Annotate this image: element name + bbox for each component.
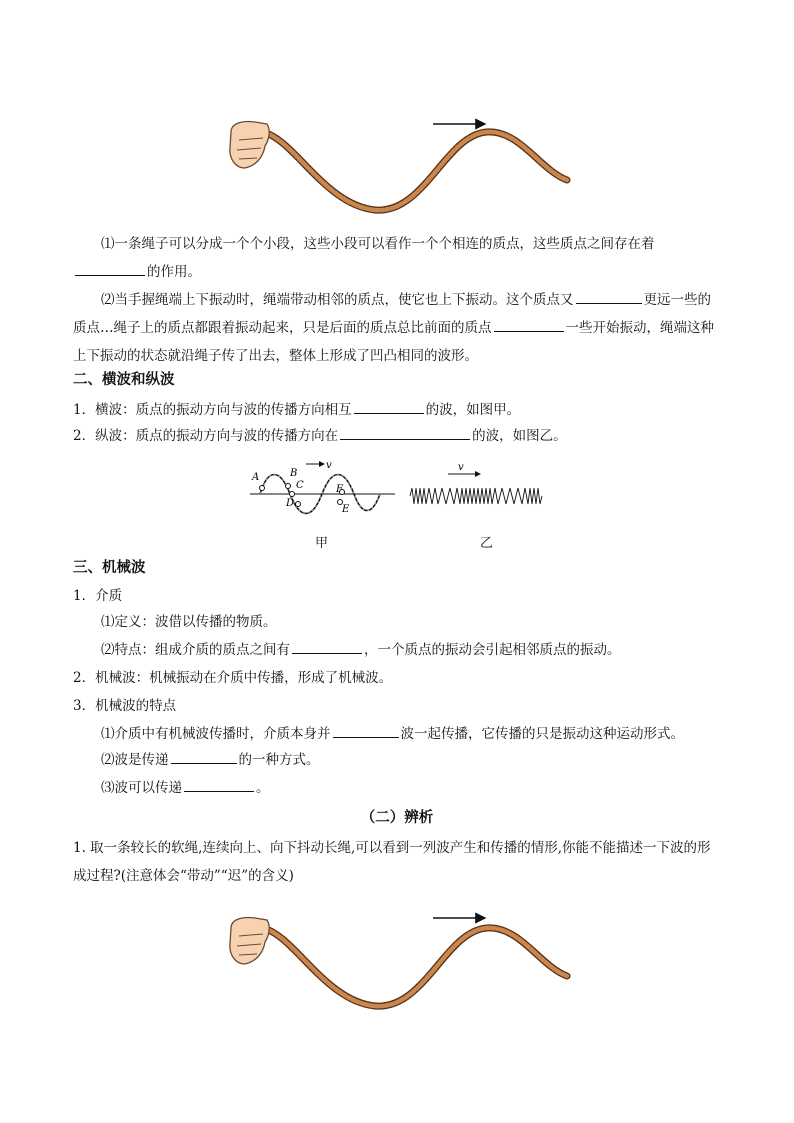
section2-heading: 二、横波和纵波 — [73, 372, 175, 388]
velocity-label-right: v — [458, 462, 464, 473]
blank-medium-feature[interactable] — [292, 637, 362, 654]
spring-icon — [410, 488, 542, 504]
analysis-question-1: 1. 取一条较长的软绳,连续向上、向下抖动长绳,可以看到一列波产生和传播的情形,你能不能描述一下波的形成过程?(注意体会“带动”“迟”的含义) — [73, 840, 711, 884]
blank-longitudinal[interactable] — [340, 423, 470, 440]
point-label-a: A — [252, 472, 260, 483]
section3-item1-feature: ⑵特点：组成介质的质点之间有 ，一个质点的振动会引起相邻质点的振动。 — [73, 636, 723, 664]
blank-wave-transmits[interactable] — [171, 747, 237, 764]
section2-item1: 1．横波：质点的振动方向与波的传播方向相互 的波，如图甲。 — [73, 396, 723, 424]
section3-item3-2: ⑵波是传递 的一种方式。 — [73, 746, 723, 774]
analysis-heading: （二）辨析 — [360, 810, 434, 826]
section3-item2: 2．机械波：机械振动在介质中传播，形成了机械波。 — [73, 670, 393, 686]
intro-paragraph-1: ⑴一条绳子可以分成一个个小段，这些小段可以看作一个个相连的质点，这些质点之间存在着的作用。 — [73, 230, 723, 286]
point-label-e: E — [342, 504, 350, 515]
rope-wave-figure-top — [225, 110, 575, 220]
velocity-label-left: v — [326, 460, 332, 471]
figure-caption-jia: 甲 — [315, 536, 329, 551]
section3-item1-definition: ⑴定义：波借以传播的物质。 — [101, 614, 277, 630]
point-label-f: F — [336, 484, 343, 495]
longitudinal-wave-figure — [408, 458, 548, 518]
blank-intro-1[interactable] — [75, 259, 145, 276]
point-label-c: C — [296, 480, 304, 491]
blank-wave-carries[interactable] — [184, 775, 254, 792]
section3-item3-3: ⑶波可以传递 。 — [73, 774, 723, 802]
point-label-b: B — [290, 468, 298, 479]
section3-item3-1: ⑴介质中有机械波传播时，介质本身并 波一起传播，它传播的只是振动这种运动形式。 — [73, 720, 723, 748]
section2-item2: 2．纵波：质点的振动方向与波的传播方向在 的波，如图乙。 — [73, 422, 723, 450]
intro-paragraph-2: ⑵当手握绳端上下振动时，绳端带动相邻的质点，使它也上下振动。这个质点又 更远一些的质点…绳子上的质点都跟着振动起来，只是后面的质点总比前面的质点 一些开始振动，绳端这种上下振动的状态就沿绳子传了出去，整体上形成了凹凸相同的波形。 — [73, 286, 723, 370]
point-label-d: D — [286, 498, 295, 509]
figure-caption-yi: 乙 — [480, 536, 494, 551]
section3-item3: 3．机械波的特点 — [73, 698, 177, 714]
blank-intro-2[interactable] — [576, 287, 642, 304]
hand-icon — [230, 121, 269, 168]
transverse-wave-figure — [250, 458, 400, 528]
rope-wave-figure-bottom — [225, 906, 575, 1016]
section3-item1: 1．介质 — [73, 588, 123, 604]
blank-intro-3[interactable] — [494, 315, 564, 332]
hand-icon — [230, 917, 269, 964]
section3-heading: 三、机械波 — [73, 560, 146, 576]
blank-transverse[interactable] — [354, 397, 424, 414]
blank-medium-moves[interactable] — [333, 721, 399, 738]
